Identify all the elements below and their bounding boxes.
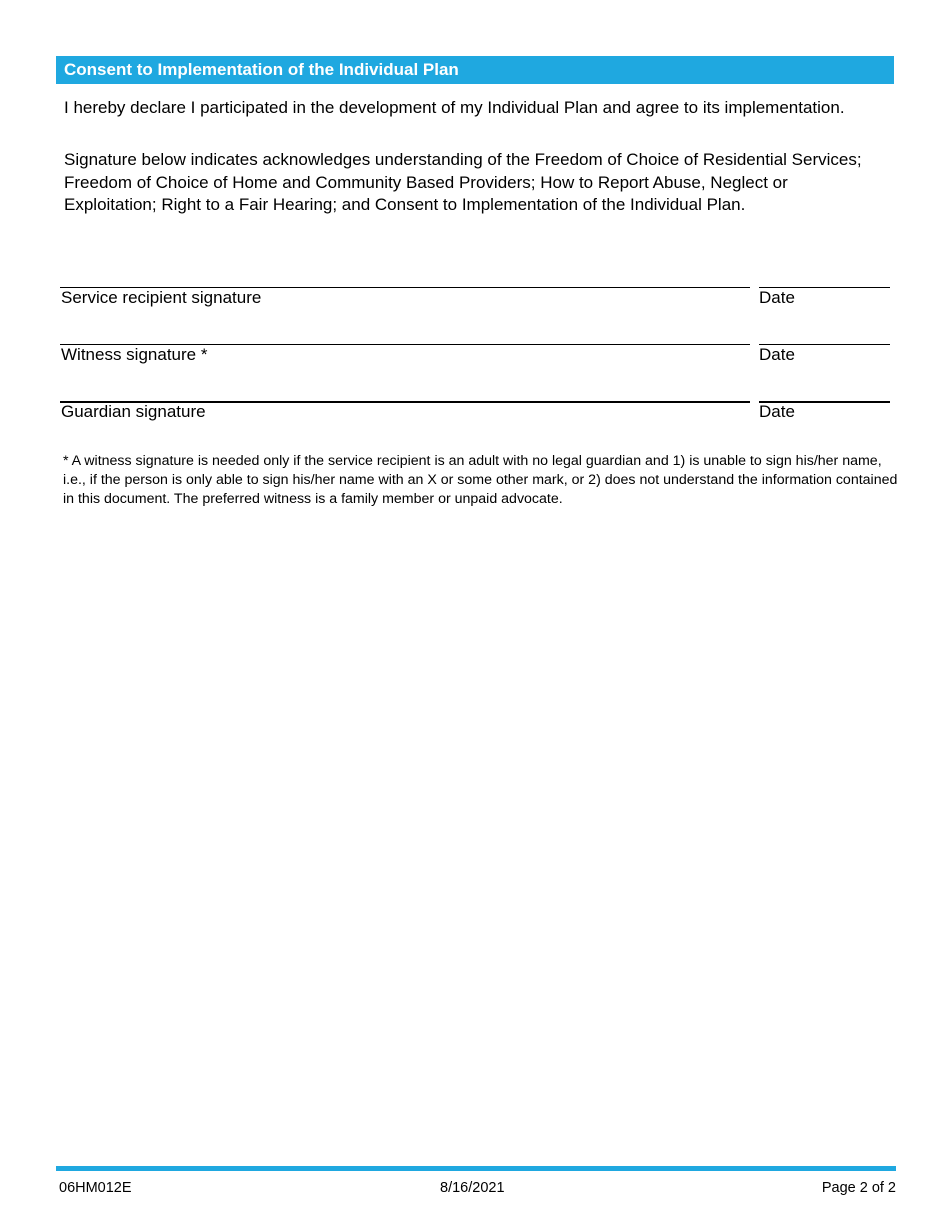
guardian-signature-label: Guardian signature bbox=[61, 402, 206, 421]
service-recipient-signature-label: Service recipient signature bbox=[61, 288, 262, 307]
witness-footnote: * A witness signature is needed only if the service recipient is an adult with no legal guardian and 1) is unable to sign his/her name, i.e., if the person is only able to sign his/her name with an X or some other mark, or 2) does not understand the information contained in this document. The preferred witness is a family member or unpaid advocate. bbox=[63, 453, 898, 507]
form-date: 8/16/2021 bbox=[440, 1180, 505, 1196]
witness-signature-label: Witness signature * bbox=[61, 345, 208, 364]
form-code: 06HM012E bbox=[59, 1180, 132, 1196]
section-header: Consent to Implementation of the Individual Plan bbox=[56, 56, 894, 84]
footer-divider bbox=[56, 1166, 896, 1171]
acknowledgement-paragraph: Signature below indicates acknowledges understanding of the Freedom of Choice of Residential Services; Freedom of Choice of Home and Community Based Providers; How to Report Abuse, Neglect or Exploitation; Right to a Fair Hearing; and Consent to Implementation of the Individual Plan. bbox=[64, 150, 862, 214]
guardian-date-label: Date bbox=[759, 402, 795, 421]
page-number: Page 2 of 2 bbox=[821, 1180, 896, 1196]
service-recipient-date-label: Date bbox=[759, 288, 795, 307]
witness-date-label: Date bbox=[759, 345, 795, 364]
declaration-paragraph: I hereby declare I participated in the development of my Individual Plan and agree to its implementation. bbox=[64, 98, 845, 117]
